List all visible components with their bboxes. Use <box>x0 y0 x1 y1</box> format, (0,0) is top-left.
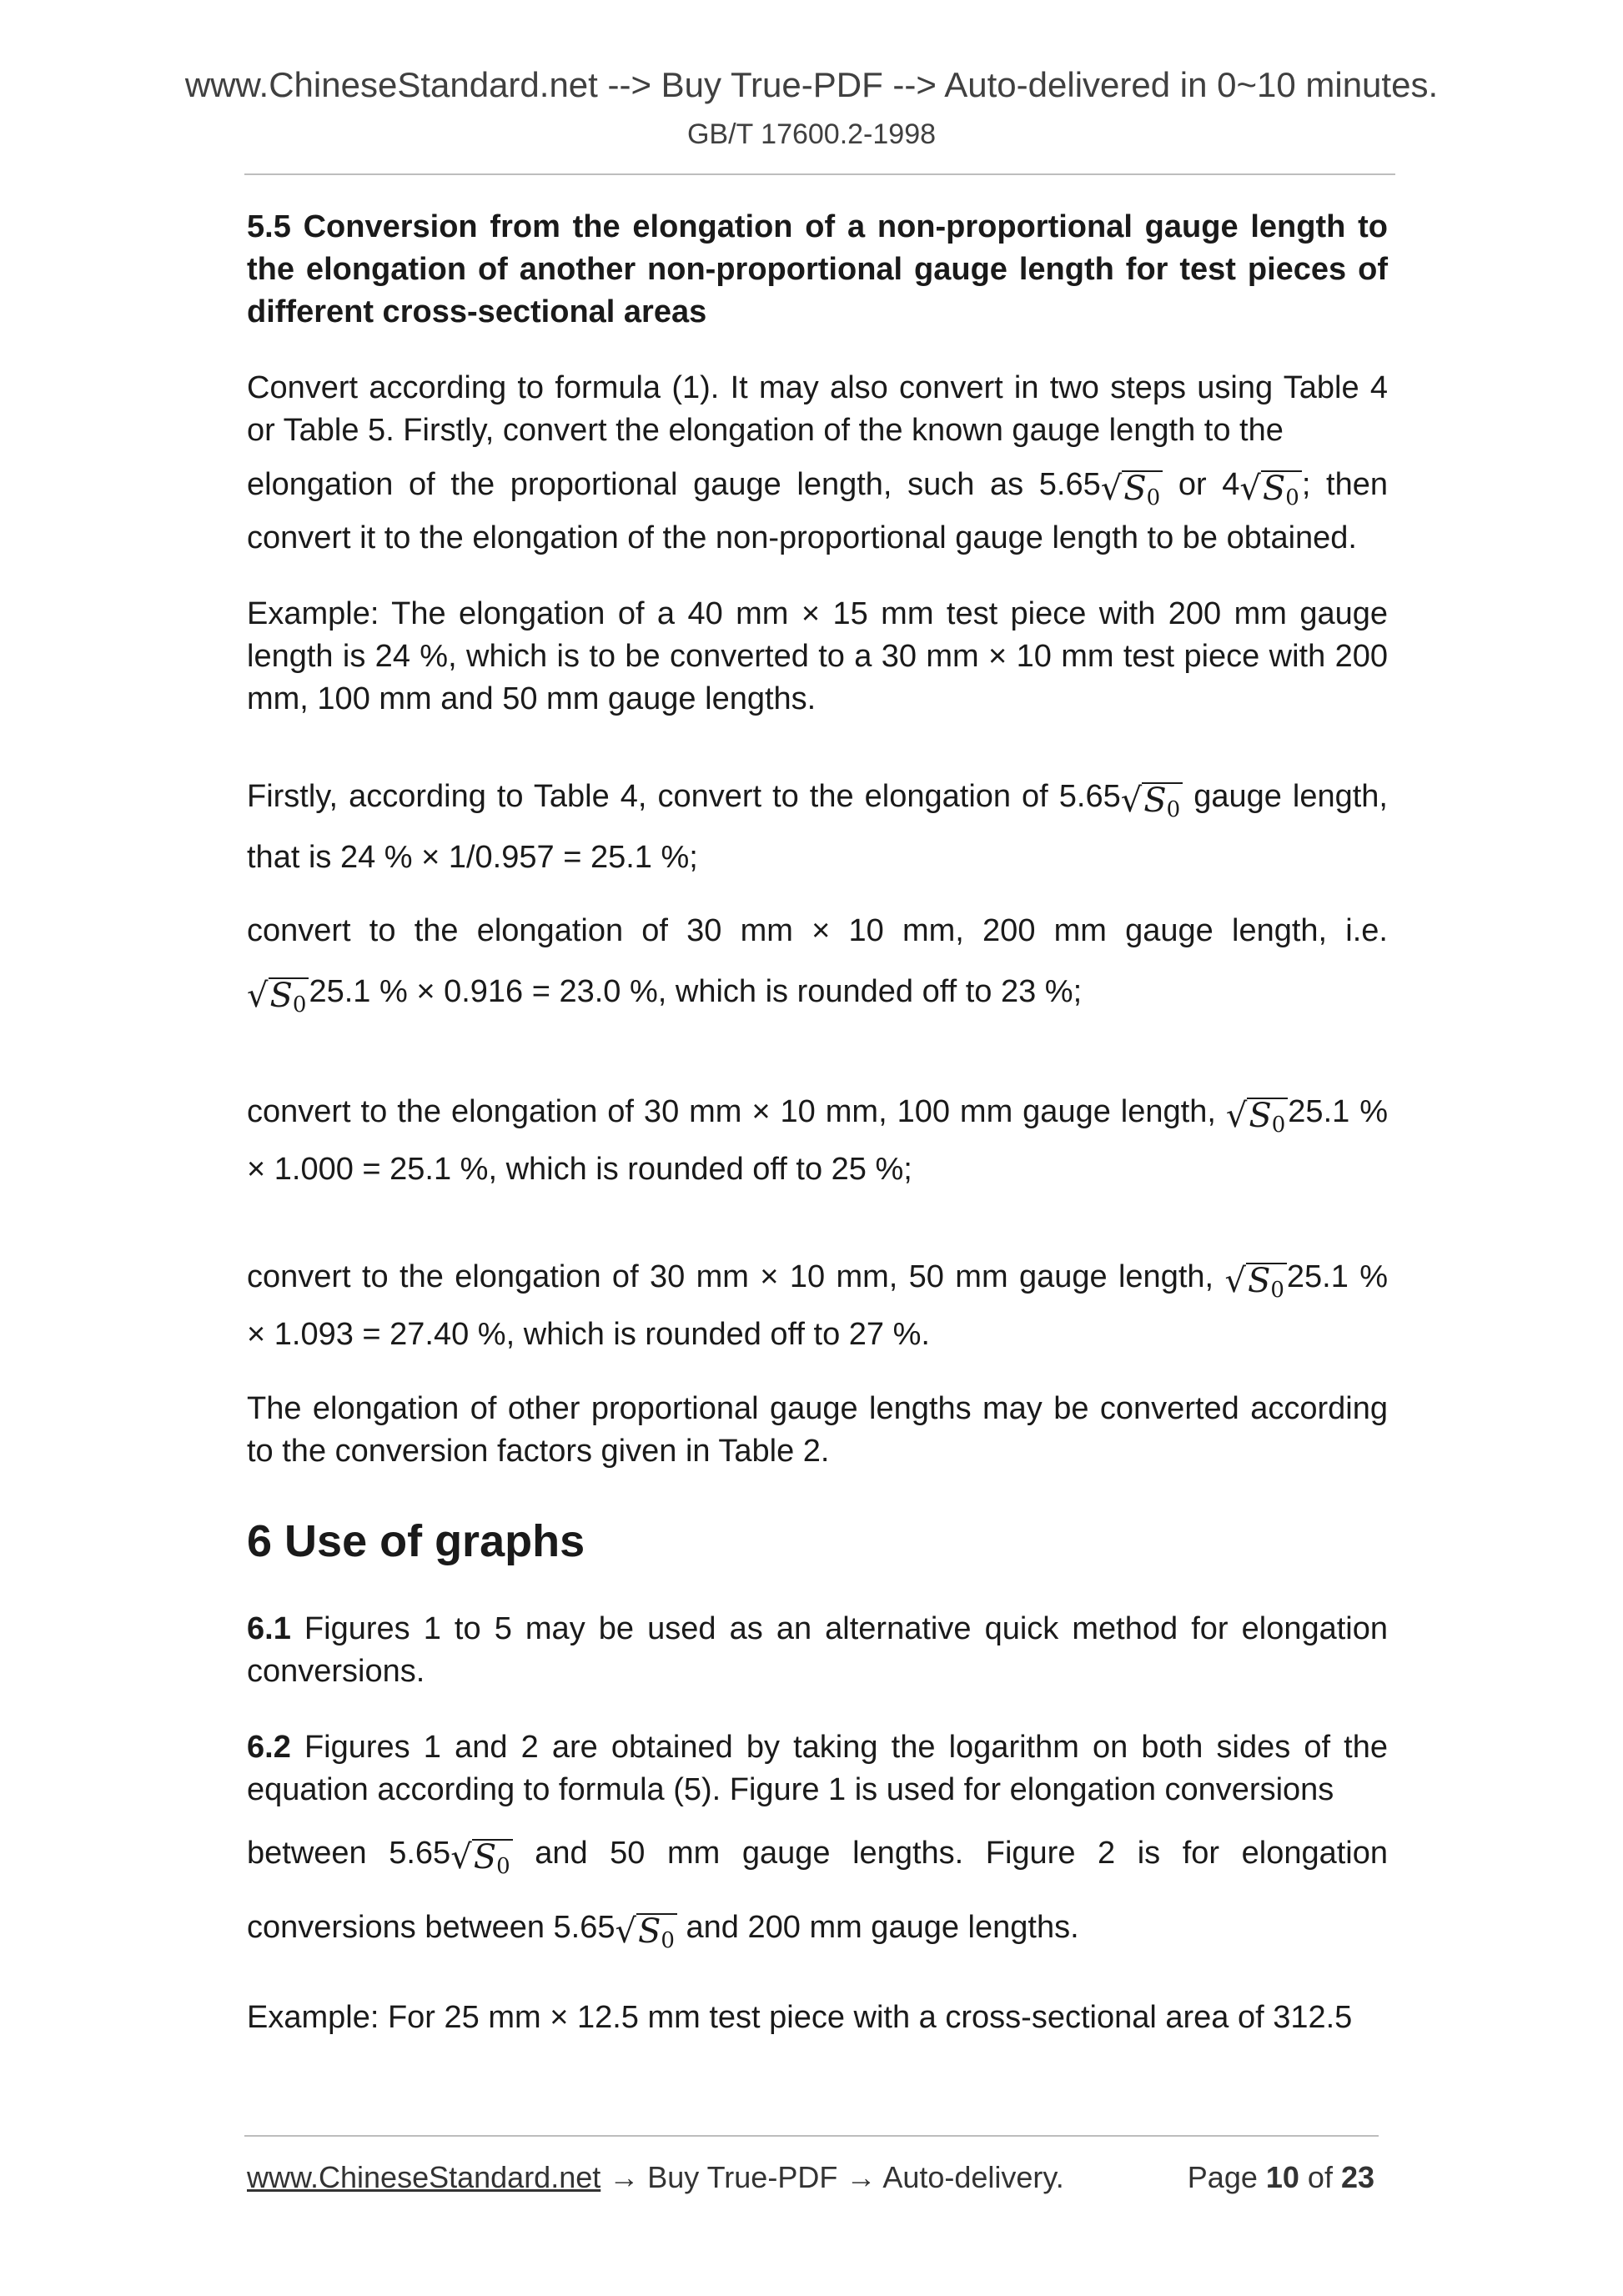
page-number <box>1188 2160 1374 2195</box>
sqrt-s0-formula: $√S_0$ <box>1226 1098 1288 1142</box>
clause-6-2-text: Figures 1 and 2 are obtained by taking the logarithm on both sides of the equation according to formula (5). Figure 1 is used for elongation conversions <box>247 1730 1388 1807</box>
sqrt-s0-formula: $√S_0$ <box>1101 470 1163 515</box>
document-id: GB/T 17600.2-1998 <box>686 118 937 150</box>
sqrt-s0-formula: $√S_0$ <box>247 977 309 1022</box>
header-divider <box>244 173 1395 175</box>
paragraph-conversion-end: convert it to the elongation of the non-proportional gauge length to be obtained. <box>247 520 1357 555</box>
clause-6-2-end: and 200 mm gauge lengths. <box>676 1910 1079 1945</box>
step1-line-a <box>247 764 1388 829</box>
clause-6-2-conversions: conversions between 5.65 <box>247 1910 616 1945</box>
paragraph-6-2-line-b <box>247 1811 1388 1895</box>
sqrt-s0-formula: $√S_0$ <box>616 1913 677 1957</box>
sqrt-s0-formula: $√S_0$ <box>450 1839 512 1883</box>
page-current: 10 <box>1265 2160 1299 2194</box>
clause-6-2-fig2: and 50 mm gauge lengths. Figure 2 is for elongation <box>512 1836 1389 1871</box>
step1-line-b: that is 24 % × 1/0.957 = 25.1 %; <box>247 840 698 875</box>
step3-line-a <box>247 1079 1388 1144</box>
sqrt-s0-formula: $√S_0$ <box>1121 782 1183 826</box>
intro-line-a: Convert according to formula (1). It may also convert in two steps using Table 4 or Table 5. Firstly, convert the elongation of the known gauge length to the <box>247 370 1388 448</box>
sqrt-s0-formula: $√S_0$ <box>1239 470 1301 515</box>
paragraph-conversion-intro <box>247 367 1388 452</box>
step1-text: Firstly, according to Table 4, convert to the elongation of 5.65 <box>247 779 1121 814</box>
section-6-heading: 6 Use of graphs <box>247 1516 585 1566</box>
footer-divider <box>244 2135 1379 2137</box>
step4-text: convert to the elongation of 30 mm × 10 mm, 50 mm gauge length, <box>247 1259 1225 1294</box>
page-total: 23 <box>1340 2160 1374 2194</box>
example-6-2: Example: For 25 mm × 12.5 mm test piece with a cross-sectional area of 312.5 <box>247 2000 1353 2035</box>
step2-text: 25.1 % × 0.916 = 23.0 %, which is rounded off to 23 %; <box>309 974 1083 1009</box>
paragraph-6-2 <box>247 1726 1388 1811</box>
section-5-5-heading: 5.5 Conversion from the elongation of a non-proportional gauge length to the elongation of another non-proportional gauge length for test pieces of different cross-sectional areas <box>247 209 1388 329</box>
step2-line-b <box>247 959 1388 1024</box>
step3-value: 25.1 % <box>1288 1094 1388 1129</box>
step4-value: 25.1 % <box>1286 1259 1388 1294</box>
clause-6-1-text: Figures 1 to 5 may be used as an alternative quick method for elongation conversions. <box>247 1611 1388 1689</box>
example-paragraph: Example: The elongation of a 40 mm × 15 mm test piece with 200 mm gauge length is 24 %, which is to be converted to a 30 mm × 10 mm test piece with 200 mm, 100 mm and 50 mm gauge lengths. <box>247 596 1388 716</box>
step1-text-2: gauge length, <box>1183 779 1388 814</box>
step3-line-b: × 1.000 = 25.1 %, which is rounded off to 25 %; <box>247 1152 912 1187</box>
footer-left <box>247 2160 1064 2195</box>
footer-tagline: → Buy True-PDF → Auto-delivery. <box>600 2160 1064 2194</box>
page-content <box>247 206 1388 2039</box>
closing-paragraph: The elongation of other proportional gauge lengths may be converted according to the conversion factors given in Table 2. <box>247 1391 1388 1469</box>
intro-text-1: elongation of the proportional gauge length, such as 5.65 <box>247 467 1101 502</box>
paragraph-6-2-line-c <box>247 1895 1388 1960</box>
footer-site-link[interactable]: www.ChineseStandard.net <box>247 2160 601 2194</box>
step3-text: convert to the elongation of 30 mm × 10 mm, 100 mm gauge length, <box>247 1094 1226 1129</box>
page-footer <box>247 2160 1374 2195</box>
sqrt-s0-formula: $√S_0$ <box>1224 1263 1286 1307</box>
step4-line-a <box>247 1244 1388 1309</box>
header-banner: www.ChineseStandard.net --> Buy True-PDF --> Auto-delivered in 0~10 minutes. <box>184 65 1439 104</box>
clause-6-1-number: 6.1 <box>247 1611 291 1646</box>
step2-line-a: convert to the elongation of 30 mm × 10 mm, 200 mm gauge length, i.e. <box>247 913 1388 948</box>
clause-6-2-between: between 5.65 <box>247 1836 451 1871</box>
intro-text-2: or 4 <box>1163 467 1240 502</box>
paragraph-conversion-formula-line <box>247 452 1388 517</box>
page-of: of <box>1299 2160 1341 2194</box>
page-label: Page <box>1187 2160 1266 2194</box>
paragraph-6-1 <box>247 1608 1388 1693</box>
step4-line-b: × 1.093 = 27.40 %, which is rounded off to 27 %. <box>247 1317 930 1352</box>
intro-text-3: ; then <box>1301 467 1388 502</box>
clause-6-2-number: 6.2 <box>247 1730 291 1765</box>
